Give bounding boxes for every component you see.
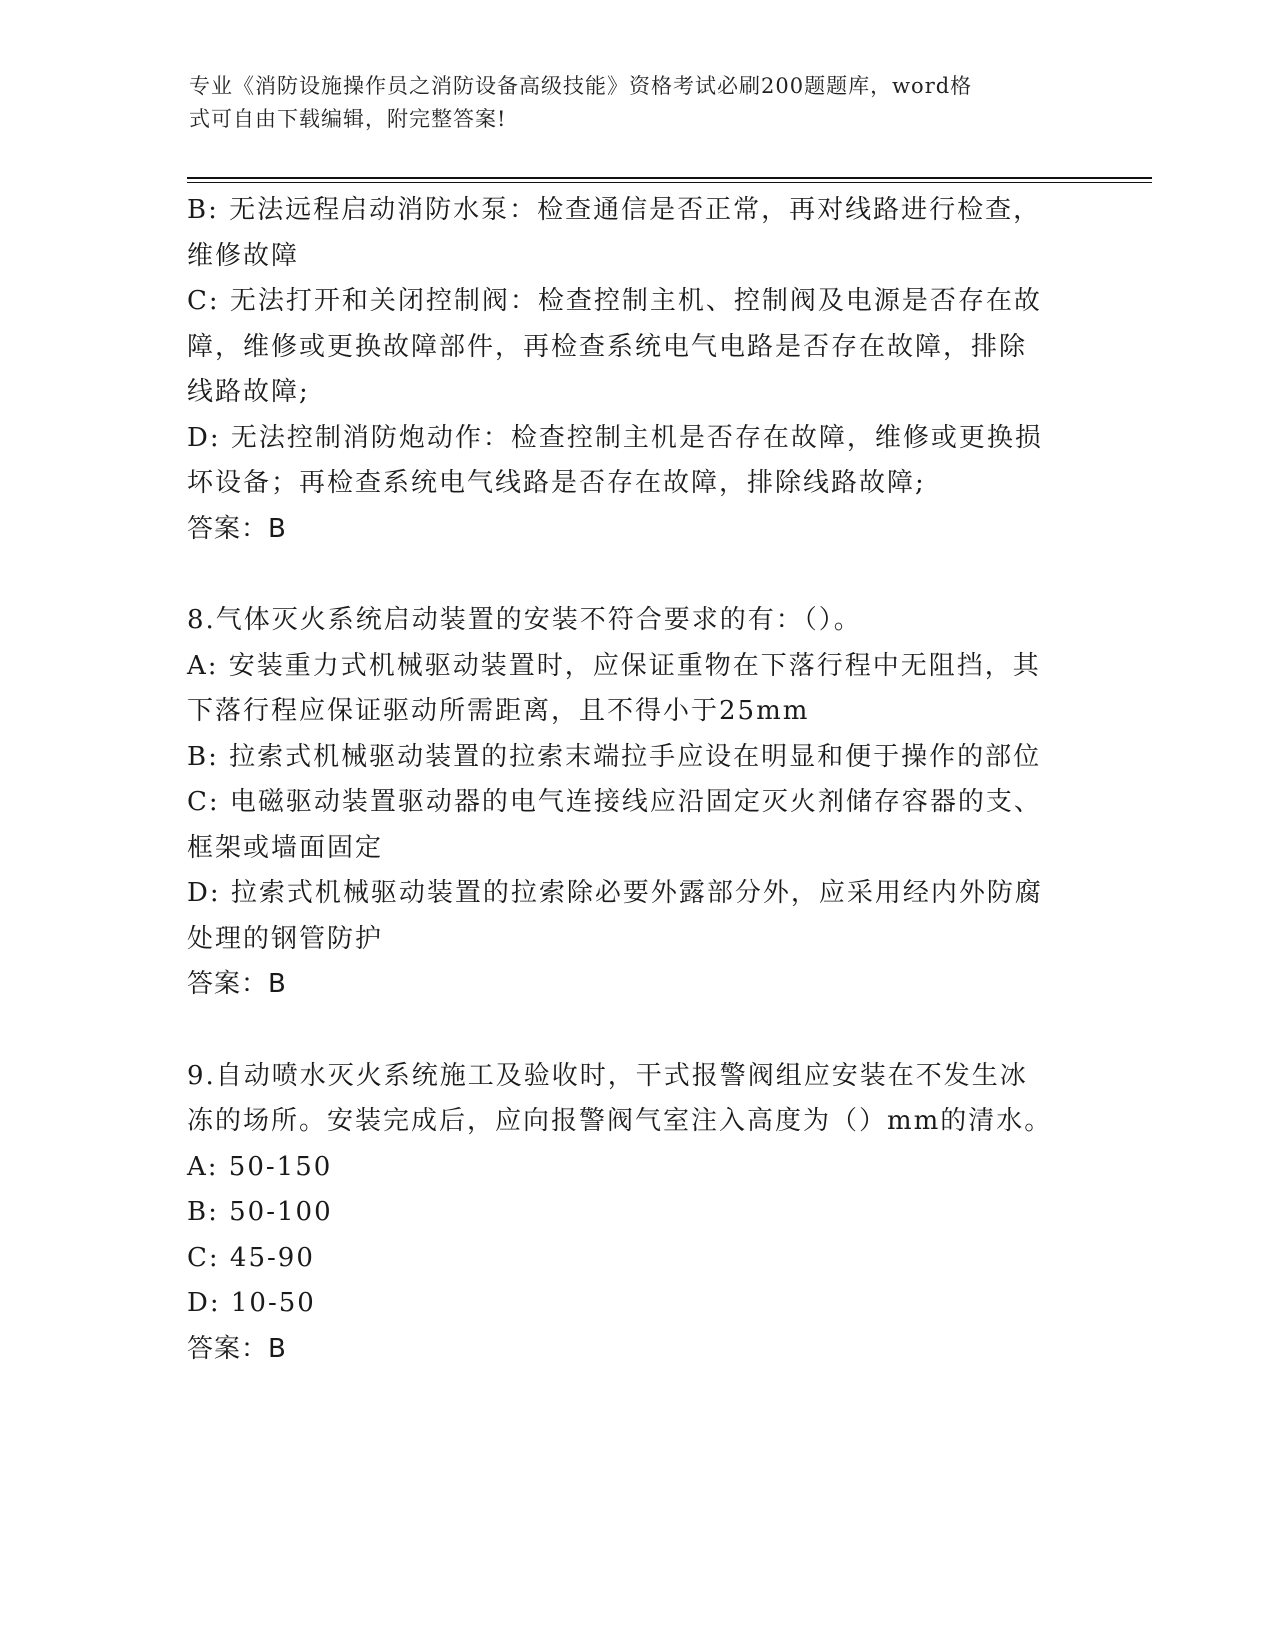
header-line-1: 专业《消防设施操作员之消防设备高级技能》资格考试必刷200题题库，word格 — [189, 74, 973, 98]
q8-option-c — [187, 780, 1087, 871]
text-line: C: 电磁驱动装置驱动器的电气连接线应沿固定灭火剂储存容器的支、 — [187, 787, 1042, 817]
text-line: 坏设备；再检查系统电气线路是否存在故障，排除线路故障; — [187, 468, 926, 498]
header-divider-thin — [187, 182, 1152, 183]
q9-stem — [187, 1054, 1087, 1145]
text-line: D: 拉索式机械驱动装置的拉索除必要外露部分外，应采用经内外防腐 — [187, 878, 1043, 908]
document-header — [189, 70, 1069, 136]
question-7-continued — [187, 188, 1087, 552]
spacer — [187, 1008, 1087, 1054]
text-line: 冻的场所。安装完成后，应向报警阀气室注入高度为（）mm的清水。 — [187, 1106, 1053, 1136]
text-line: 处理的钢管防护 — [187, 923, 384, 954]
q8-option-d — [187, 871, 1087, 962]
q7-option-d — [187, 416, 1087, 507]
q9-option-d: D: 10-50 — [187, 1288, 316, 1318]
q9-option-a: A: 50-150 — [187, 1151, 333, 1182]
header-line-2: 式可自由下载编辑，附完整答案! — [189, 107, 507, 131]
document-body — [187, 188, 1087, 1372]
q7-answer: 答案：B — [187, 513, 287, 544]
question-9 — [187, 1054, 1087, 1373]
text-line: B: 无法远程启动消防水泵：检查通信是否正常，再对线路进行检查， — [187, 195, 1042, 225]
text-line: C: 无法打开和关闭控制阀：检查控制主机、控制阀及电源是否存在故 — [187, 286, 1042, 316]
text-line: B: 拉索式机械驱动装置的拉索末端拉手应设在明显和便于操作的部位 — [187, 741, 1042, 772]
q9-option-b: B: 50-100 — [187, 1197, 333, 1227]
text-line: 下落行程应保证驱动所需距离，且不得小于25mm — [187, 696, 810, 726]
q8-option-b — [187, 735, 1087, 781]
q8-option-a — [187, 644, 1087, 735]
text-line: 维修故障 — [187, 240, 300, 271]
text-line: 障，维修或更换故障部件，再检查系统电气电路是否存在故障，排除 — [187, 331, 1028, 362]
text-line: 线路故障; — [187, 377, 310, 407]
text-line: A: 安装重力式机械驱动装置时，应保证重物在下落行程中无阻挡，其 — [187, 650, 1041, 681]
q7-option-c — [187, 279, 1087, 416]
q9-option-c: C: 45-90 — [187, 1242, 315, 1273]
text-line: 9.自动喷水灭火系统施工及验收时，干式报警阀组应安装在不发生冰 — [187, 1060, 1028, 1091]
header-divider-thick — [187, 177, 1152, 179]
text-line: 框架或墙面固定 — [187, 832, 384, 863]
q8-stem: 8.气体灭火系统启动装置的安装不符合要求的有：（）。 — [187, 605, 862, 635]
text-line: D: 无法控制消防炮动作：检查控制主机是否存在故障，维修或更换损 — [187, 422, 1043, 453]
question-8 — [187, 598, 1087, 1008]
q9-answer: 答案：B — [187, 1333, 287, 1364]
q7-option-b — [187, 188, 1087, 279]
q8-answer: 答案：B — [187, 969, 287, 999]
spacer — [187, 552, 1087, 598]
